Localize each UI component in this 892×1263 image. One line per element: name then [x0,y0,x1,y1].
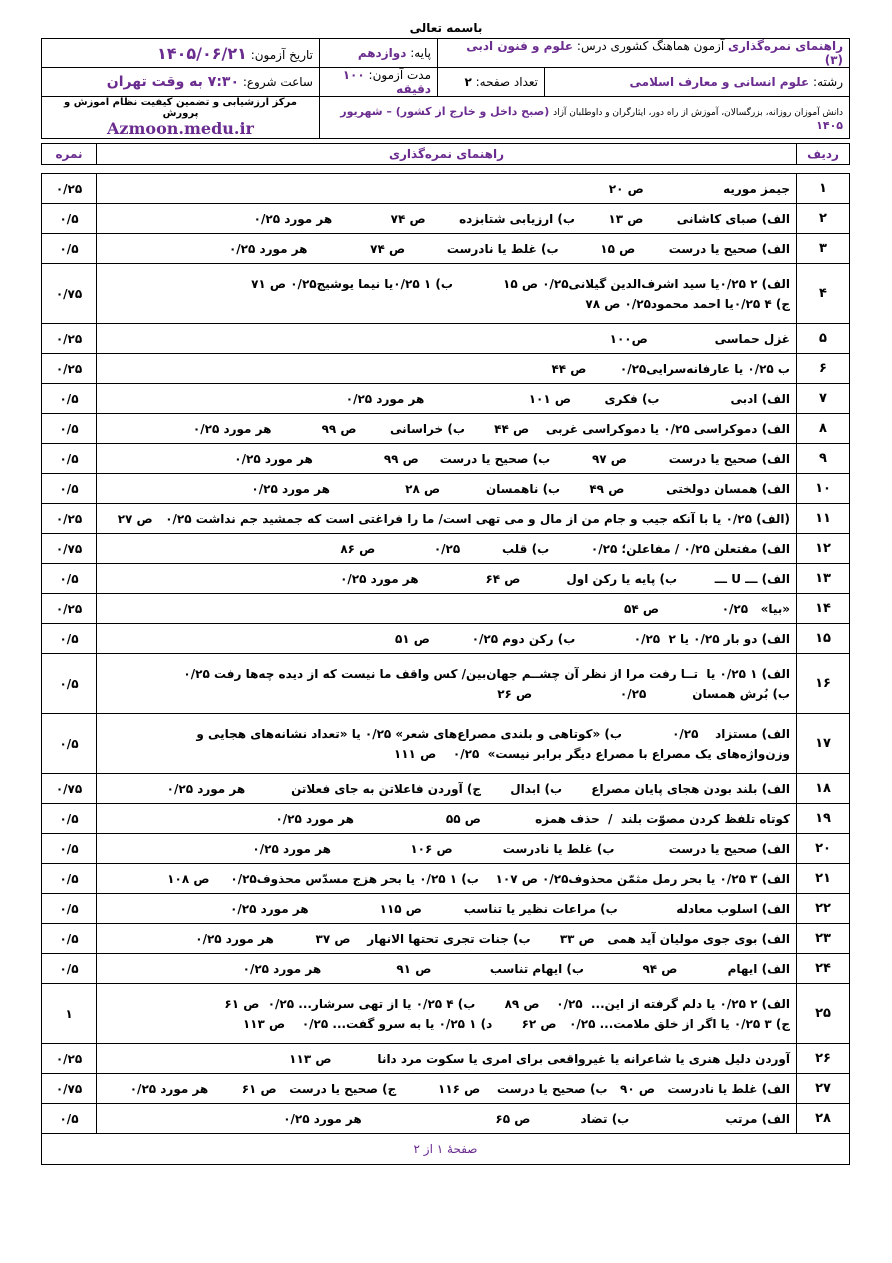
row-score: ۰/۵ [42,384,97,414]
table-row [42,204,850,234]
answer-guide [97,504,797,534]
row-score: ۰/۷۵ [42,774,97,804]
org-cell [42,97,320,139]
pages-cell [438,68,545,97]
table-row [42,1104,850,1134]
students-text: دانش آموزان روزانه، بزرگسالان، آموزش از راه دور، ایثارگران و داوطلبان آزاد [553,107,843,118]
answer-guide [97,654,797,714]
answer-line: الف) مستزاد ۰/۲۵ ب) «کوتاهی و بلندی مصراع‌های شعر» ۰/۲۵ یا «تعداد نشانه‌های هجایی و [196,726,790,741]
row-score: ۱ [42,984,97,1044]
answer-line: الف) همسان دولختی ص ۴۹ ب) ناهمسان ص ۲۸ هر مورد ۰/۲۵ [251,481,790,496]
row-number: ۲۸ [797,1104,850,1134]
answer-line: ج) ۳ ۰/۲۵ یا اگر از خلق ملامت... ۰/۲۵ ص ۶۲ د) ۱ ۰/۲۵ یا به سرو گفت... ۰/۲۵ ص ۱۱۳ [242,1016,790,1031]
table-row [42,924,850,954]
row-score: ۰/۷۵ [42,264,97,324]
row-number: ۴ [797,264,850,324]
answer-key-page [42,18,850,1165]
row-number: ۱۵ [797,624,850,654]
column-header-table [41,143,850,165]
row-score: ۰/۵ [42,804,97,834]
col-row-header: ردیف [797,144,850,165]
row-score: ۰/۵ [42,234,97,264]
table-row [42,594,850,624]
pages-count: ۲ [464,75,472,89]
answer-guide [97,1044,797,1074]
answer-line: الف) ـــ U ـــ ب) پایه یا رکن اول ص ۶۴ هر مورد ۰/۲۵ [340,571,790,586]
answer-guide [97,894,797,924]
answer-line: الف) صحیح یا درست ص ۱۵ ب) غلط یا نادرست ص ۷۴ هر مورد ۰/۲۵ [228,241,790,256]
row-number: ۱۴ [797,594,850,624]
row-number: ۳ [797,234,850,264]
answer-guide [97,324,797,354]
answer-guide [97,534,797,564]
answer-line: جیمز موریه ص ۲۰ [608,181,790,196]
row-number: ۲۱ [797,864,850,894]
row-number: ۱۲ [797,534,850,564]
table-row [42,864,850,894]
row-score: ۰/۵ [42,1104,97,1134]
col-score-header: نمره [42,144,97,165]
start-time: ۷:۳۰ به وقت تهران [106,74,240,90]
table-row [42,234,850,264]
answer-guide [97,444,797,474]
row-number: ۹ [797,444,850,474]
row-number: ۲ [797,204,850,234]
table-row [42,954,850,984]
row-number: ۱۱ [797,504,850,534]
row-number: ۵ [797,324,850,354]
answer-line: ب) بُرش همسان ۰/۲۵ ص ۲۶ [497,686,790,701]
answer-line: الف) صبای کاشانی ص ۱۳ ب) ارزیابی شتابزده ص ۷۴ هر مورد ۰/۲۵ [253,211,790,226]
answer-guide [97,1104,797,1134]
exam-date: ۱۴۰۵/۰۶/۲۱ [157,43,247,63]
table-row [42,894,850,924]
row-score: ۰/۵ [42,414,97,444]
table-row [42,444,850,474]
row-number: ۱۸ [797,774,850,804]
basmala: باسمه تعالی [409,21,483,35]
answer-guide [97,924,797,954]
row-score: ۰/۵ [42,204,97,234]
row-score: ۰/۷۵ [42,1074,97,1104]
header-table [41,38,850,139]
title-cell [438,39,850,68]
table-row [42,774,850,804]
row-number: ۲۷ [797,1074,850,1104]
table-row [42,354,850,384]
row-score: ۰/۲۵ [42,324,97,354]
answer-line: (الف) ۰/۲۵ یا با آنکه جیب و جام من از مال و می تهی است/ ما را فراغتی است که جمشید جم نداشت ۰/۲۵ ص ۲۷ [117,511,790,526]
session-text: (صبح داخل و خارج از کشور) – شهریور ۱۴۰۵ [340,104,843,132]
row-score: ۰/۵ [42,864,97,894]
org-name: مرکز ارزشیابی و تضمین کیفیت نظام آموزش و پرورش [64,97,297,119]
answer-guide [97,714,797,774]
table-row [42,504,850,534]
row-number: ۷ [797,384,850,414]
table-row [42,834,850,864]
answer-guide [97,564,797,594]
answer-guide [97,834,797,864]
table-row [42,324,850,354]
start-cell [42,68,320,97]
col-guide-header: راهنمای نمره‌گذاری [97,144,797,165]
answer-line: الف) مفتعلن ۰/۲۵ / مفاعلن؛ ۰/۲۵ ب) قلب ۰/۲۵ ص ۸۶ [340,541,790,556]
answer-guide [97,474,797,504]
field-label: رشته: [813,75,843,89]
exam-desc: آزمون هماهنگ کشوری درس: [576,39,725,53]
table-row [42,714,850,774]
answer-guide [97,264,797,324]
row-number: ۱۳ [797,564,850,594]
duration-label: مدت آزمون: [368,68,431,82]
row-number: ۱۷ [797,714,850,774]
page-footer: صفحهٔ ۱ از ۲ [42,1134,850,1165]
answer-line: الف) ۲ ۰/۲۵یا سید اشرف‌الدین گیلانی۰/۲۵ ص ۱۵ ب) ۱ ۰/۲۵یا نیما یوشیج۰/۲۵ ص ۷۱ [251,276,790,291]
table-row [42,474,850,504]
field-cell [545,68,850,97]
answer-guide [97,984,797,1044]
table-row [42,654,850,714]
row-number: ۶ [797,354,850,384]
answer-guide [97,174,797,204]
row-number: ۱۶ [797,654,850,714]
row-score: ۰/۵ [42,474,97,504]
row-score: ۰/۵ [42,924,97,954]
answer-guide [97,594,797,624]
subject: علوم و فنون ادبی (۳) [466,39,843,67]
answer-guide [97,234,797,264]
answer-line: ب ۰/۲۵ یا عارفانه‌سرایی۰/۲۵ ص ۴۴ [551,361,790,376]
answer-line: الف) مرتب ب) تضاد ص ۶۵ هر مورد ۰/۲۵ [283,1111,790,1126]
row-score: ۰/۵ [42,444,97,474]
row-score: ۰/۲۵ [42,1044,97,1074]
answers-table [41,173,850,1165]
answer-guide [97,954,797,984]
answer-line: الف) ۲ ۰/۲۵ یا دلم گرفته از این... ۰/۲۵ ص ۸۹ ب) ۴ ۰/۲۵ یا از تهی سرشار... ۰/۲۵ ص ۶۱ [224,996,790,1011]
answer-guide [97,864,797,894]
start-label: ساعت شروع: [242,75,313,89]
row-number: ۲۰ [797,834,850,864]
grade-cell [320,39,438,68]
table-row [42,984,850,1044]
row-number: ۱۰ [797,474,850,504]
duration-cell [320,68,438,97]
answer-line: غزل حماسی ص۱۰۰ [609,331,790,346]
students-cell [320,97,850,139]
row-score: ۰/۵ [42,954,97,984]
guide-title: راهنمای نمره‌گذاری [728,39,843,53]
answer-line: الف) دو بار ۰/۲۵ یا ۲ ۰/۲۵ ب) رکن دوم ۰/۲۵ ص ۵۱ [394,631,790,646]
row-score: ۰/۵ [42,654,97,714]
row-number: ۲۴ [797,954,850,984]
answer-line: ج) ۴ ۰/۲۵یا احمد محمود۰/۲۵ ص ۷۸ [585,296,790,311]
table-row [42,264,850,324]
row-score: ۰/۷۵ [42,534,97,564]
answer-line: «بیا» ۰/۲۵ ص ۵۴ [624,601,790,616]
table-row [42,564,850,594]
row-score: ۰/۵ [42,714,97,774]
answer-line: الف) ۱ ۰/۲۵ یا تــا رفت مرا از نظر آن چشــم جهان‌بین/ کس واقف ما نیست که از دیده چه‌ها رفت ۰/۲۵ [183,666,790,681]
row-number: ۱۹ [797,804,850,834]
row-score: ۰/۵ [42,894,97,924]
grade-label: پایه: [410,46,431,60]
answer-line: الف) ادبی ب) فکری ص ۱۰۱ هر مورد ۰/۲۵ [345,391,790,406]
answer-guide [97,804,797,834]
answer-guide [97,414,797,444]
row-number: ۸ [797,414,850,444]
row-number: ۲۶ [797,1044,850,1074]
row-score: ۰/۵ [42,624,97,654]
answer-guide [97,384,797,414]
answer-line: الف) دموکراسی ۰/۲۵ یا دموکراسی غربی ص ۴۴ ب) خراسانی ص ۹۹ هر مورد ۰/۲۵ [192,421,790,436]
row-number: ۲۵ [797,984,850,1044]
table-row [42,384,850,414]
date-cell [42,39,320,68]
answer-guide [97,1074,797,1104]
site-link[interactable]: Azmoon.medu.ir [107,119,254,138]
answer-line: الف) بوی جوی مولیان آید همی ص ۳۳ ب) جنات تجری تحتها الانهار ص ۳۷ هر مورد ۰/۲۵ [195,931,790,946]
answer-line: الف) اسلوب معادله ب) مراعات نظیر یا تناسب ص ۱۱۵ هر مورد ۰/۲۵ [230,901,790,916]
table-row [42,534,850,564]
row-score: ۰/۲۵ [42,174,97,204]
answer-line: الف) غلط یا نادرست ص ۹۰ ب) صحیح یا درست ص ۱۱۶ ج) صحیح یا درست ص ۶۱ هر مورد ۰/۲۵ [129,1081,790,1096]
table-row [42,624,850,654]
row-score: ۰/۲۵ [42,594,97,624]
grade: دوازدهم [357,46,407,60]
answer-guide [97,204,797,234]
answer-line: الف) ایهام ص ۹۴ ب) ایهام تناسب ص ۹۱ هر مورد ۰/۲۵ [242,961,790,976]
answer-guide [97,774,797,804]
row-score: ۰/۲۵ [42,354,97,384]
row-number: ۲۲ [797,894,850,924]
answer-line: آوردن دلیل هنری یا شاعرانه یا غیرواقعی برای امری یا سکوت مرد دانا ص ۱۱۳ [289,1051,790,1066]
table-row [42,804,850,834]
row-number: ۱ [797,174,850,204]
table-row [42,414,850,444]
date-label: تاریخ آزمون: [250,47,313,62]
answer-line: الف) ۳ ۰/۲۵ یا بحر رمل مثمّن محذوف۰/۲۵ ص ۱۰۷ ب) ۱ ۰/۲۵ یا بحر هزج مسدّس محذوف۰/۲۵ ص ۱۰۸ [167,871,790,886]
answer-guide [97,354,797,384]
table-row [42,174,850,204]
answer-line: کوتاه تلفظ کردن مصوّت بلند / حذف همزه ص ۵۵ هر مورد ۰/۲۵ [275,811,790,826]
row-score: ۰/۵ [42,834,97,864]
pages-label: تعداد صفحه: [475,75,538,89]
row-score: ۰/۲۵ [42,504,97,534]
answer-line: الف) صحیح یا درست ص ۹۷ ب) صحیح یا درست ص ۹۹ هر مورد ۰/۲۵ [234,451,790,466]
duration: ۱۰۰ دقیقه [342,68,431,96]
table-row [42,1074,850,1104]
answer-line: الف) صحیح یا درست ب) غلط یا نادرست ص ۱۰۶ هر مورد ۰/۲۵ [252,841,790,856]
table-row [42,1044,850,1074]
answer-line: وزن‌واژه‌های یک مصراع با مصراع دیگر برابر نیست» ۰/۲۵ ص ۱۱۱ [393,746,790,761]
field: علوم انسانی و معارف اسلامی [629,75,810,89]
answer-line: الف) بلند بودن هجای پایان مصراع ب) ابدال ج) آوردن فاعلاتن به جای فعلاتن هر مورد ۰/۲۵ [166,781,790,796]
answer-guide [97,624,797,654]
row-number: ۲۳ [797,924,850,954]
row-score: ۰/۵ [42,564,97,594]
